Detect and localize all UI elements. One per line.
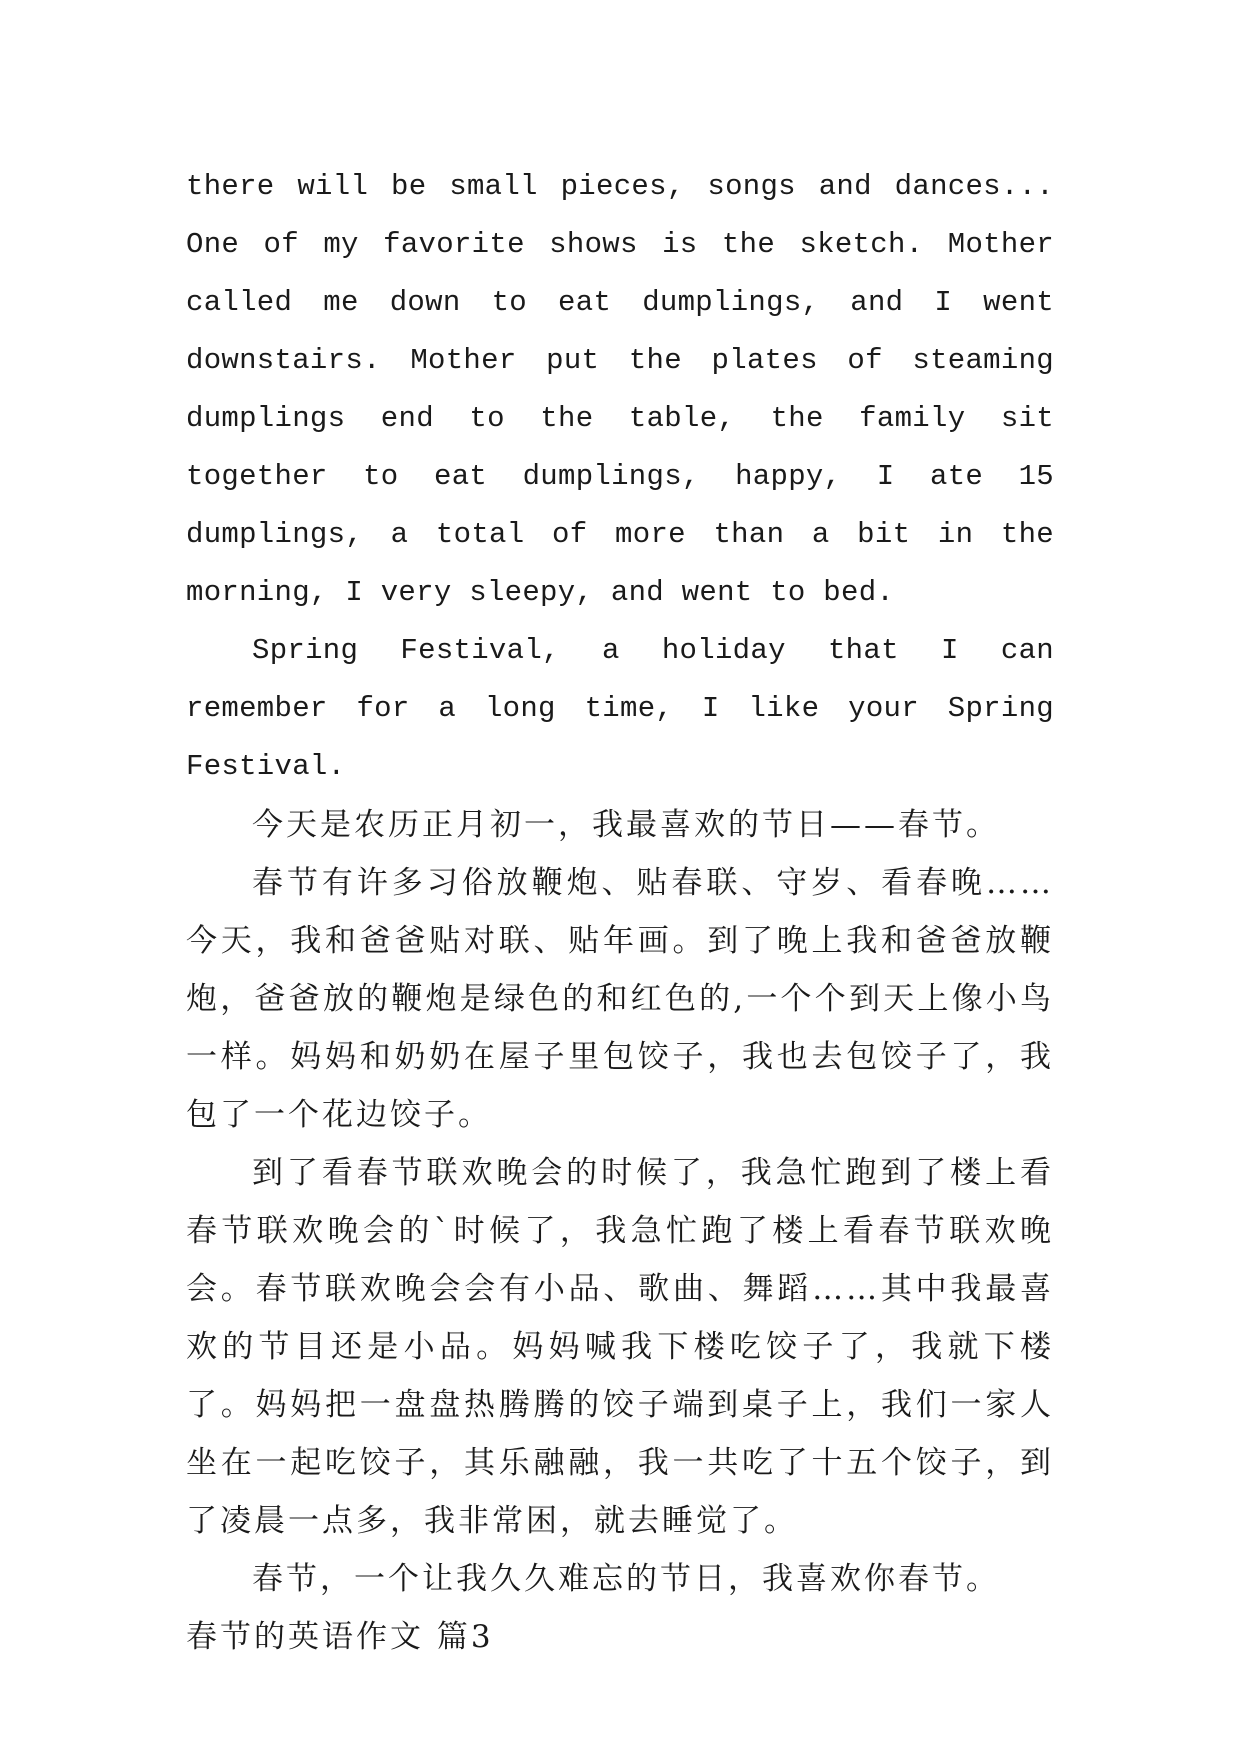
paragraph-en-closing: Spring Festival, a holiday that I can remember for a long time, I like your Spring Festival. bbox=[186, 634, 1054, 783]
paragraph-zh-closing: 春节，一个让我久久难忘的节日，我喜欢你春节。 bbox=[252, 1561, 1000, 1597]
paragraph-zh-intro: 今天是农历正月初一，我最喜欢的节日——春节。 bbox=[252, 807, 1000, 843]
paragraph-zh-gala: 到了看春节联欢晚会的时候了，我急忙跑到了楼上看春节联欢晚会的`时候了，我急忙跑了楼上看春节联欢晚会。春节联欢晚会会有小品、歌曲、舞蹈……其中我最喜欢的节目还是小品。妈妈喊我下楼吃饺子了，我就下楼了。妈妈把一盘盘热腾腾的饺子端到桌子上，我们一家人坐在一起吃饺子，其乐融融，我一共吃了十五个饺子，到了凌晨一点多，我非常困，就去睡觉了。 bbox=[186, 1155, 1054, 1539]
paragraph-zh-customs: 春节有许多习俗放鞭炮、贴春联、守岁、看春晚……今天，我和爸爸贴对联、贴年画。到了晚上我和爸爸放鞭炮，爸爸放的鞭炮是绿色的和红色的,一个个到天上像小鸟一样。妈妈和奶奶在屋子里包饺子，我也去包饺子了，我包了一个花边饺子。 bbox=[186, 865, 1054, 1133]
section-heading: 春节的英语作文 篇3 bbox=[186, 1619, 494, 1655]
paragraph-en-continuation: there will be small pieces, songs and dances... One of my favorite shows is the sketch. Mother called me down to eat dumplings, and I went downstairs. Mother put the plates of steaming dumplings end to the table, the family sit together to eat dumplings, happy, I ate 15 dumplings, a total of more than a bit in the morning, I very sleepy, and went to bed. bbox=[186, 170, 1054, 609]
document-body bbox=[186, 158, 1054, 1666]
